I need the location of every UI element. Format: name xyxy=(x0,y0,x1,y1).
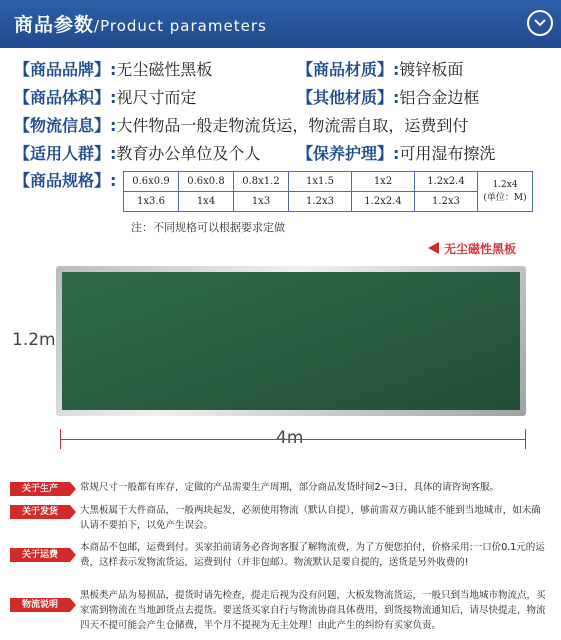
badge: 关于生产 xyxy=(10,482,70,496)
header-bar xyxy=(0,0,561,48)
tag-text: 无尘磁性黑板 xyxy=(444,242,517,256)
size-label: 【商品规格】: xyxy=(14,171,117,190)
product-tag xyxy=(428,240,516,257)
info-text: 黑板类产品为易损品，提货时请先检查，提走后视为没有问题，大板发物流货运，一般只到当地城市物流点，买家需到物流在当地卸货点去提货。要送货买家自行与物流协商具体费用，到货接物流通知后，请尽快提走，物流四天不提可能会产生仓储费，半个月不提视为无主处理！由此产生的纠纷有买家负责。 xyxy=(80,590,546,631)
spec-value: 教育办公单位及个人 xyxy=(116,144,261,163)
spec-value: 大件物品一般走物流货运，物流需自取，运费到付 xyxy=(116,116,469,135)
spec-value: 铝合金边框 xyxy=(399,88,480,107)
size-cell-extra xyxy=(478,172,533,212)
chevron-down-icon xyxy=(534,18,546,28)
spec-row xyxy=(14,112,554,140)
spec-key: 【商品品牌】: xyxy=(14,60,117,79)
spec-value: 无尘磁性黑板 xyxy=(116,60,213,79)
arrow-left-icon xyxy=(428,242,439,254)
custom-note: 注：不同规格可以根据要求定做 xyxy=(131,221,285,234)
size-extra: 1.2x4 xyxy=(492,179,518,190)
size-cell: 1x3.6 xyxy=(124,192,179,212)
info-text: 大黑板属于大件商品，一般两块起发，必须使用物流（默认自提），够前需双方确认能不能到当地城市，如未确认请不要拍下，以免产生误会。 xyxy=(80,505,541,531)
table-row xyxy=(124,192,533,212)
info-text: 常规尺寸一般都有库存，定做的产品需要生产周期，部分商品发货时间2~3日，具体的请咨询客服。 xyxy=(80,482,500,493)
dimension-cap xyxy=(525,429,526,449)
spec-row xyxy=(14,140,554,168)
size-cell: 1x3 xyxy=(234,192,289,212)
blackboard-image xyxy=(56,266,526,416)
size-cell: 0.8x1.2 xyxy=(234,172,289,192)
spec-key: 【物流信息】: xyxy=(14,116,117,135)
size-cell: 0.6x0.9 xyxy=(124,172,179,192)
spec-key: 【保养护理】: xyxy=(297,144,400,163)
spec-key: 【商品材质】: xyxy=(297,60,400,79)
spec-row xyxy=(14,56,554,84)
badge: 关于运费 xyxy=(10,548,70,562)
spec-key: 【商品体积】: xyxy=(14,88,117,107)
spec-key: 【其他材质】: xyxy=(297,88,400,107)
size-cell: 1.2x3 xyxy=(289,192,352,212)
dimension-cap xyxy=(60,429,61,449)
unit-note: (单位：M) xyxy=(483,192,527,203)
spec-row xyxy=(14,84,554,112)
board-surface xyxy=(62,272,520,410)
spec-value: 视尺寸而定 xyxy=(116,88,197,107)
collapse-button[interactable] xyxy=(527,10,553,36)
height-label: 1.2m xyxy=(12,330,56,350)
width-dimension-line xyxy=(60,439,526,440)
info-text: 本商品不包邮，运费到付。买家拍前请务必咨询客服了解物流费，为了方便您拍付，价格采用:一口价0.1元的运费，这样表示发物流货运，运费到付（并非包邮）。物流默认是要自提的，送货是另外收费的! xyxy=(80,542,545,568)
size-cell: 1.2x3 xyxy=(415,192,478,212)
badge: 关于发货 xyxy=(10,505,70,519)
info-logistics xyxy=(10,588,555,638)
width-label: 4m xyxy=(276,428,304,448)
badge: 物流说明 xyxy=(10,598,70,612)
size-table xyxy=(123,171,533,212)
info-freight xyxy=(10,540,555,586)
size-cell: 1.2x2.4 xyxy=(415,172,478,192)
spec-list xyxy=(14,56,554,168)
size-cell: 1x1.5 xyxy=(289,172,352,192)
spec-value: 镀锌板面 xyxy=(399,60,464,79)
page-title xyxy=(14,10,267,37)
size-cell: 1x4 xyxy=(179,192,234,212)
subtitle-text: /Product parameters xyxy=(94,17,267,35)
size-cell: 1.2x2.4 xyxy=(352,192,415,212)
title-text: 商品参数 xyxy=(14,14,95,36)
size-cell: 0.6x0.8 xyxy=(179,172,234,192)
info-production xyxy=(10,480,555,498)
spec-key: 【适用人群】: xyxy=(14,144,117,163)
size-cell: 1x2 xyxy=(352,172,415,192)
spec-value: 可用湿布擦洗 xyxy=(399,144,496,163)
table-row xyxy=(124,172,533,192)
info-shipping xyxy=(10,503,555,535)
